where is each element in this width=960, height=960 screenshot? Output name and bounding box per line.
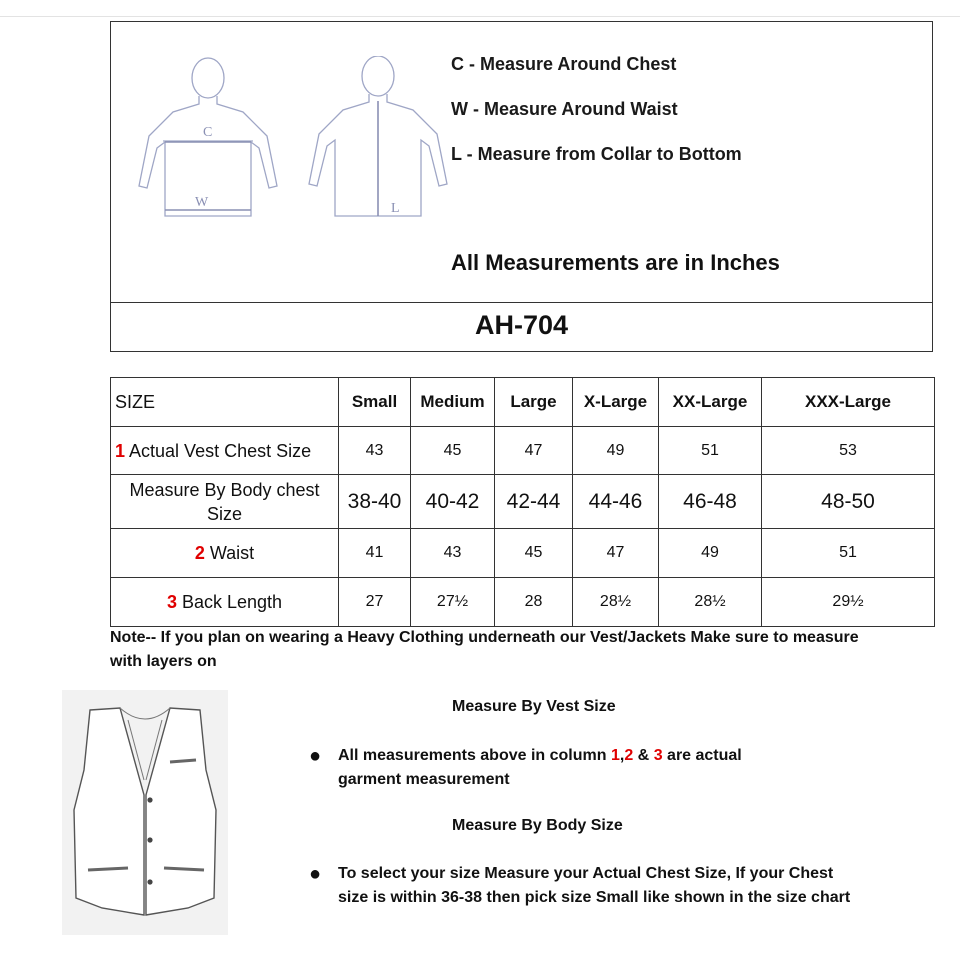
table-cell: 28 xyxy=(495,578,573,627)
bullet-dot: ● xyxy=(309,745,322,767)
top-divider xyxy=(0,16,960,17)
chest-label: C xyxy=(203,125,213,140)
table-cell: 45 xyxy=(411,427,495,475)
header-size: Medium xyxy=(411,378,495,427)
table-cell: 48-50 xyxy=(762,475,935,529)
table-cell: 53 xyxy=(762,427,935,475)
table-header-row xyxy=(111,378,935,427)
row-label: 2 Waist xyxy=(111,529,339,578)
table-cell: 38-40 xyxy=(339,475,411,529)
header-size: Small xyxy=(339,378,411,427)
row-label: 1 Actual Vest Chest Size xyxy=(111,427,339,475)
header-size: XXX-Large xyxy=(762,378,935,427)
table-cell: 27½ xyxy=(411,578,495,627)
key-chest: C - Measure Around Chest xyxy=(451,54,677,74)
panel-divider xyxy=(111,302,932,303)
model-code: AH-704 xyxy=(474,310,569,340)
table-cell: 43 xyxy=(339,427,411,475)
vest-size-heading: Measure By Vest Size xyxy=(452,698,616,715)
table-cell: 46-48 xyxy=(659,475,762,529)
body-size-bullet: To select your size Measure your Actual Chest Size, If your Chest size is within 36-38 then pick size Small like shown in the size chart xyxy=(338,865,851,906)
waist-label: W xyxy=(195,195,209,210)
row-label: 3 Back Length xyxy=(111,578,339,627)
length-label: L xyxy=(391,201,400,216)
table-cell: 51 xyxy=(659,427,762,475)
table-cell: 28½ xyxy=(659,578,762,627)
table-cell: 45 xyxy=(495,529,573,578)
column-ref-3: 3 xyxy=(653,747,663,764)
column-ref-1: 1 xyxy=(610,747,620,764)
header-size-label: SIZE xyxy=(111,378,339,427)
layering-note: Note-- If you plan on wearing a Heavy Clothing underneath our Vest/Jackets Make sure to measure with layers on xyxy=(110,629,859,670)
row-label: Measure By Body chest Size xyxy=(111,475,339,529)
key-length: L - Measure from Collar to Bottom xyxy=(451,144,742,164)
table-row xyxy=(111,578,935,627)
table-cell: 47 xyxy=(495,427,573,475)
table-cell: 29½ xyxy=(762,578,935,627)
column-ref-2: 2 xyxy=(624,747,634,764)
header-size: Large xyxy=(495,378,573,427)
column-number: 3 xyxy=(166,592,177,612)
table-row xyxy=(111,529,935,578)
units-note: All Measurements are in Inches xyxy=(451,250,780,275)
table-cell: 43 xyxy=(411,529,495,578)
table-row xyxy=(111,427,935,475)
table-cell: 27 xyxy=(339,578,411,627)
bullet-dot: ● xyxy=(309,863,322,885)
vest-illustration xyxy=(62,690,228,935)
table-cell: 44-46 xyxy=(573,475,659,529)
key-waist: W - Measure Around Waist xyxy=(451,99,678,119)
header-size: X-Large xyxy=(573,378,659,427)
vest-size-bullet: All measurements above in column 1,2 & 3 are actual garment measurement xyxy=(338,747,742,788)
table-cell: 40-42 xyxy=(411,475,495,529)
column-number: 2 xyxy=(194,543,205,563)
table-cell: 49 xyxy=(573,427,659,475)
table-cell: 47 xyxy=(573,529,659,578)
measurement-panel xyxy=(110,21,933,352)
table-cell: 41 xyxy=(339,529,411,578)
table-cell: 28½ xyxy=(573,578,659,627)
table-row xyxy=(111,475,935,529)
body-measure-figures xyxy=(133,56,453,226)
column-number: 1 xyxy=(115,440,126,461)
table-cell: 42-44 xyxy=(495,475,573,529)
header-size: XX-Large xyxy=(659,378,762,427)
table-cell: 51 xyxy=(762,529,935,578)
size-chart-table xyxy=(110,377,935,627)
table-cell: 49 xyxy=(659,529,762,578)
body-size-heading: Measure By Body Size xyxy=(452,817,623,834)
